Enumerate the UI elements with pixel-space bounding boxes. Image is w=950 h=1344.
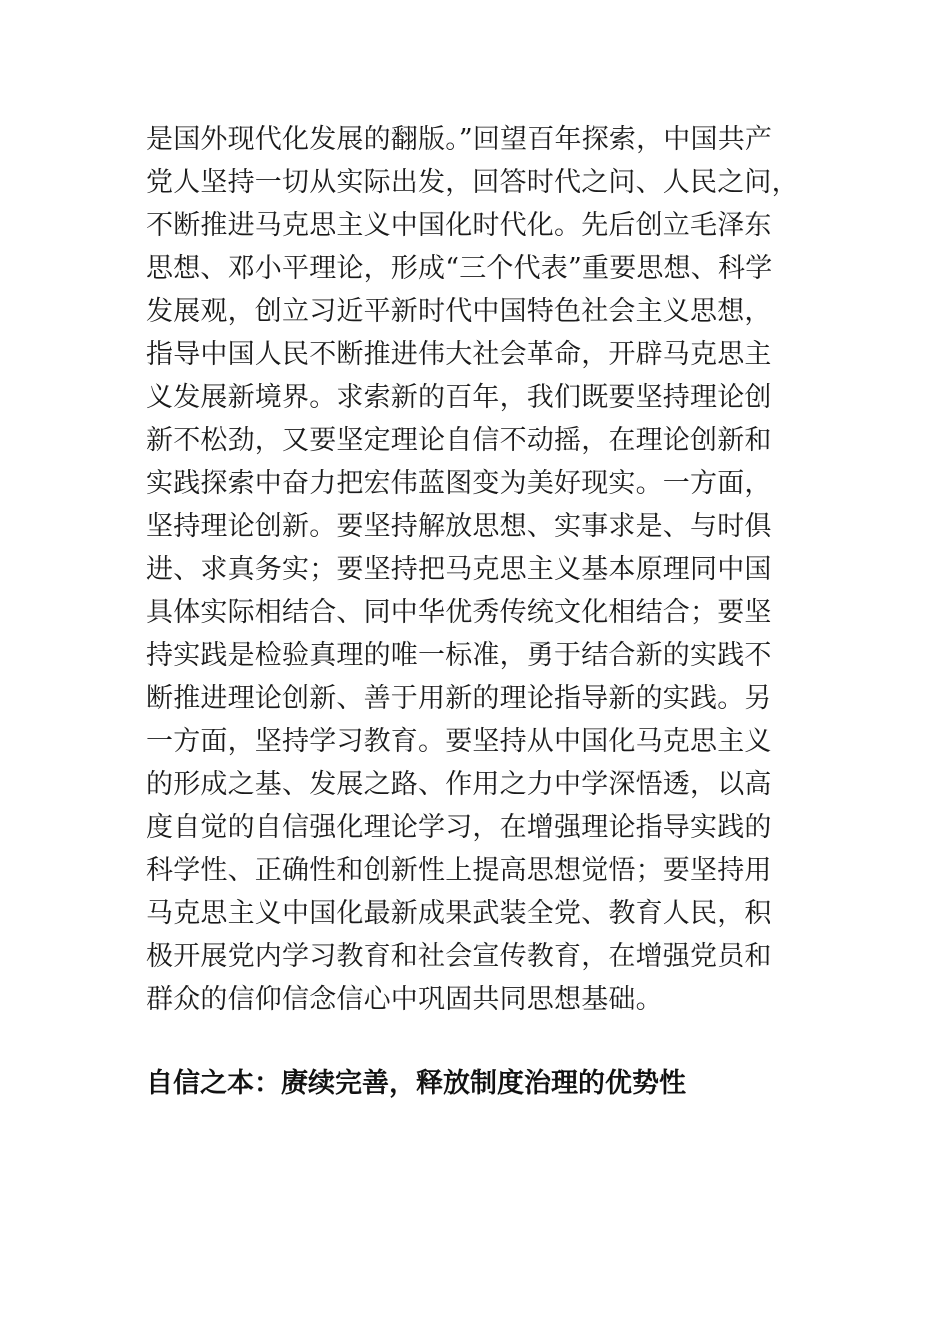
paragraph-line: 断推进理论创新、善于用新的理论指导新的实践。另 [146, 683, 772, 714]
paragraph-line: 度自觉的自信强化理论学习，在增强理论指导实践的 [146, 812, 772, 843]
paragraph-line: 科学性、正确性和创新性上提高思想觉悟；要坚持用 [146, 855, 772, 886]
paragraph-line: 实践探索中奋力把宏伟蓝图变为美好现实。一方面， [146, 468, 772, 499]
paragraph-line: 具体实际相结合、同中华优秀传统文化相结合；要坚 [146, 597, 772, 628]
paragraph-line: 坚持理论创新。要坚持解放思想、实事求是、与时俱 [146, 511, 772, 542]
paragraph-line: 不断推进马克思主义中国化时代化。先后创立毛泽东 [146, 210, 772, 241]
paragraph-line: 指导中国人民不断推进伟大社会革命，开辟马克思主 [146, 339, 772, 370]
section-heading: 自信之本：赓续完善，释放制度治理的优势性 [146, 1068, 686, 1099]
paragraph-line: 进、求真务实；要坚持把马克思主义基本原理同中国 [146, 554, 772, 585]
paragraph-line: 义发展新境界。求索新的百年，我们既要坚持理论创 [146, 382, 772, 413]
paragraph-line: 的形成之基、发展之路、作用之力中学深悟透，以高 [146, 769, 772, 800]
paragraph-line: 思想、邓小平理论，形成“三个代表”重要思想、科学 [146, 253, 773, 284]
paragraph-line: 马克思主义中国化最新成果武装全党、教育人民，积 [146, 898, 772, 929]
paragraph-line: 极开展党内学习教育和社会宣传教育，在增强党员和 [146, 941, 772, 972]
body-paragraph [146, 118, 816, 1021]
paragraph-line: 是国外现代化发展的翻版。”回望百年探索，中国共产 [146, 124, 773, 155]
paragraph-line: 发展观，创立习近平新时代中国特色社会主义思想， [146, 296, 772, 327]
paragraph-line: 新不松劲，又要坚定理论自信不动摇，在理论创新和 [146, 425, 772, 456]
paragraph-line: 党人坚持一切从实际出发，回答时代之问、人民之问， [146, 167, 799, 198]
paragraph-line: 群众的信仰信念信心中巩固共同思想基础。 [146, 984, 663, 1015]
paragraph-line: 持实践是检验真理的唯一标准，勇于结合新的实践不 [146, 640, 772, 671]
paragraph-line: 一方面，坚持学习教育。要坚持从中国化马克思主义 [146, 726, 772, 757]
